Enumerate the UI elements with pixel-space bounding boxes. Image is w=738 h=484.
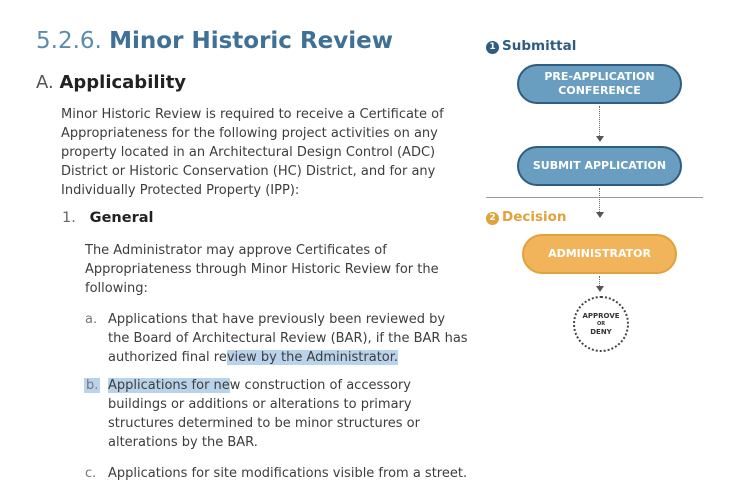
pre-application-conference-node: [517, 64, 682, 104]
general-paragraph: [85, 241, 455, 298]
item-b-text[interactable]: [108, 376, 468, 452]
step-number-badge: 2: [486, 212, 499, 225]
flow-connector: [599, 188, 600, 212]
submit-application-node: [517, 146, 682, 186]
section-name: Minor Historic Review: [109, 28, 393, 54]
selected-text: view by the Administrator.: [226, 350, 399, 365]
text-line: District or Historic Conservation (HC) District, and for any: [61, 164, 436, 179]
flow-connector: [599, 276, 600, 286]
decision-heading: [486, 209, 567, 225]
outcome-line: APPROVE: [582, 312, 620, 320]
text-line: buildings or additions or alterations to primary: [108, 397, 412, 412]
text-line: Appropriateness for the following project activities on any: [61, 126, 438, 141]
item-a-text[interactable]: [108, 310, 468, 367]
text-line: Applications for site modifications visible from a street.: [108, 466, 468, 481]
plain-text: w construction of accessory: [229, 378, 411, 393]
flow-connector: [599, 106, 600, 136]
node-label: ADMINISTRATOR: [548, 247, 651, 260]
submittal-heading: [486, 38, 576, 54]
text-line: [108, 348, 468, 367]
general-heading: [62, 210, 153, 226]
text-line: Applications that have previously been reviewed by: [108, 312, 446, 327]
node-label-line: PRE-APPLICATION: [544, 70, 655, 83]
subsection-a-name: Applicability: [59, 72, 187, 93]
text-line: the Board of Architectural Review (BAR), if the BAR has: [108, 331, 468, 346]
item-c-text[interactable]: [108, 464, 468, 483]
text-line: Minor Historic Review is required to receive a Certificate of: [61, 107, 444, 122]
applicability-paragraph: [61, 105, 451, 200]
selected-text: Applications for ne: [108, 378, 230, 393]
text-line: alterations by the BAR.: [108, 435, 258, 450]
outcome-line: OR: [596, 321, 606, 327]
text-line: The Administrator may approve Certificates of: [85, 243, 387, 258]
text-line: [108, 376, 468, 395]
text-line: structures determined to be minor structures or: [108, 416, 420, 431]
node-label: SUBMIT APPLICATION: [532, 159, 667, 172]
node-label-line: CONFERENCE: [558, 84, 641, 97]
arrow-down-icon: [596, 286, 604, 292]
section-title: [36, 28, 393, 54]
arrow-down-icon: [596, 136, 604, 142]
administrator-node: [522, 234, 677, 274]
phase-divider: [486, 197, 703, 198]
item-b-letter: b.: [86, 378, 99, 393]
text-line: Appropriateness through Minor Historic Review for the: [85, 262, 439, 277]
approve-or-deny-outcome: [573, 296, 629, 352]
section-number: 5.2.6.: [36, 28, 102, 54]
text-line: property located in an Architectural Design Control (ADC): [61, 145, 436, 160]
text-line: following:: [85, 281, 148, 296]
plain-text: authorized final re: [108, 350, 227, 365]
decision-label: Decision: [502, 209, 567, 225]
general-number: 1.: [62, 210, 76, 226]
subsection-a-letter: A.: [36, 72, 54, 93]
outcome-line: DENY: [590, 328, 612, 336]
general-name: General: [89, 210, 154, 226]
submittal-label: Submittal: [502, 38, 577, 54]
text-line: Individually Protected Property (IPP):: [61, 183, 300, 198]
step-number-badge: 1: [486, 41, 499, 54]
item-c-letter: c.: [85, 466, 97, 481]
arrow-down-icon: [596, 212, 604, 218]
item-a-letter: a.: [85, 312, 98, 327]
subsection-a-heading: [36, 72, 186, 93]
